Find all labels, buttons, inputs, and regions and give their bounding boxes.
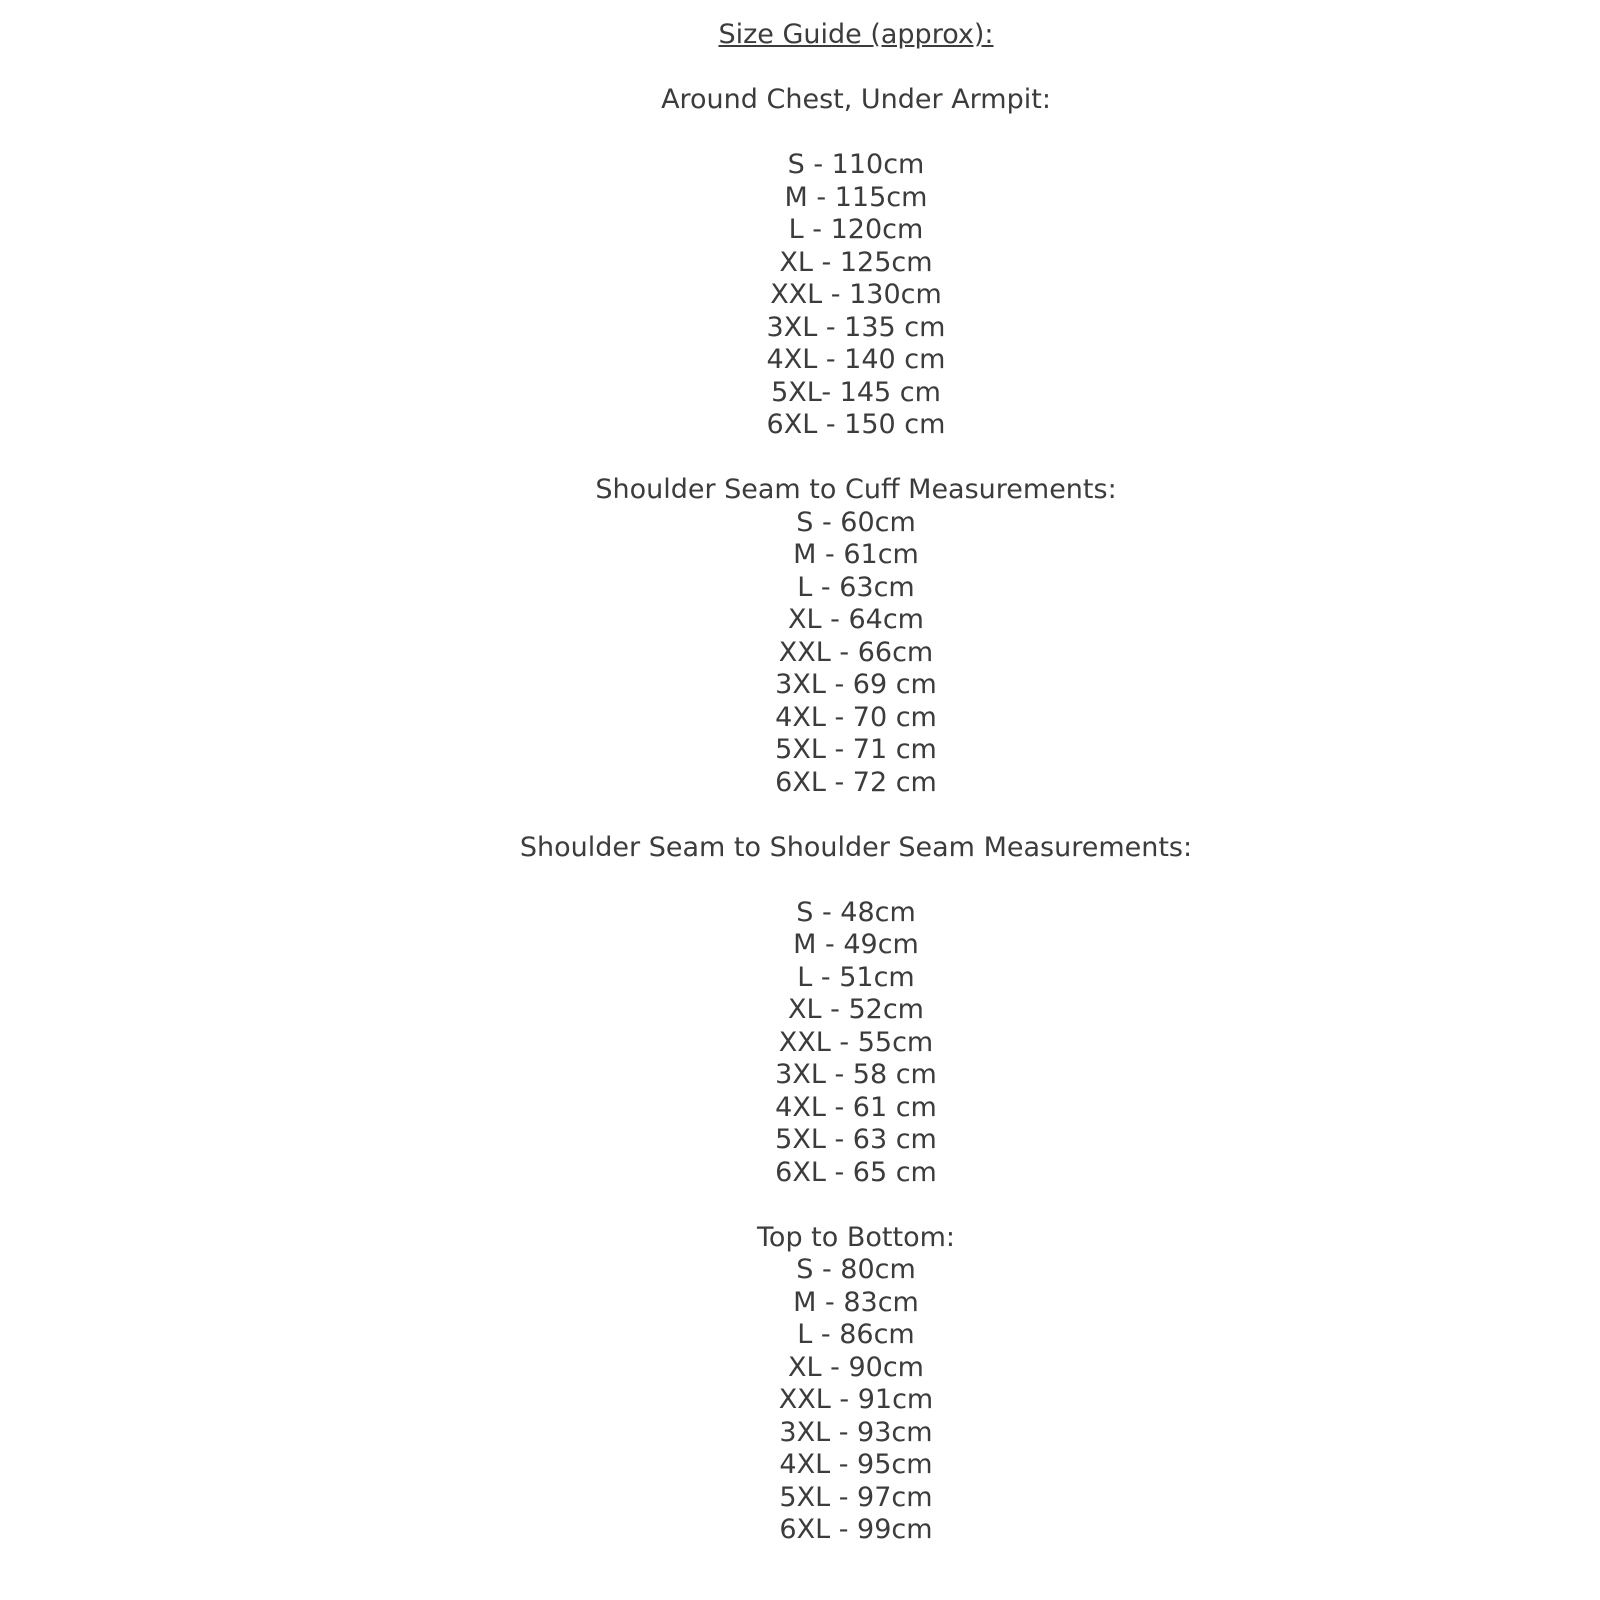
section-around-chest <box>112 84 1600 442</box>
section-heading: Around Chest, Under Armpit: <box>661 84 1051 115</box>
section-top-to-bottom <box>112 1222 1600 1547</box>
section-shoulder-to-shoulder <box>112 832 1600 1190</box>
size-row: S - 80cm <box>796 1254 916 1285</box>
size-row: XL - 64cm <box>788 604 924 635</box>
page-title: Size Guide (approx): <box>718 19 994 50</box>
size-row: XL - 125cm <box>779 246 933 278</box>
size-row: XXL - 55cm <box>778 1026 934 1058</box>
size-row: 6XL - 65 cm <box>775 1156 937 1188</box>
size-row: XL - 90cm <box>788 1351 924 1383</box>
size-row: XXL - 130cm <box>770 279 942 310</box>
size-row: 3XL - 135 cm <box>766 311 946 343</box>
size-row: L - 51cm <box>797 961 915 993</box>
size-row: S - 110cm <box>787 149 925 180</box>
size-row: 5XL - 97cm <box>779 1481 933 1513</box>
size-row: 4XL - 140 cm <box>766 344 946 375</box>
blank-line <box>112 442 1600 475</box>
size-row: 4XL - 70 cm <box>775 701 937 733</box>
size-row: 3XL - 69 cm <box>775 669 937 700</box>
size-row: S - 48cm <box>796 896 916 928</box>
section-heading: Shoulder Seam to Cuff Measurements: <box>595 474 1117 505</box>
size-row: 6XL - 99cm <box>779 1514 933 1545</box>
size-row: XXL - 91cm <box>778 1384 934 1415</box>
size-row: M - 49cm <box>793 929 919 960</box>
section-heading: Shoulder Seam to Shoulder Seam Measurements: <box>519 831 1193 863</box>
blank-line <box>112 52 1600 85</box>
size-row: XL - 52cm <box>788 994 924 1025</box>
size-row: L - 63cm <box>797 571 915 603</box>
blank-line <box>112 864 1600 897</box>
size-row: 3XL - 58 cm <box>775 1059 937 1090</box>
section-shoulder-to-cuff <box>112 474 1600 799</box>
size-row: 5XL - 71 cm <box>775 734 937 765</box>
size-row: M - 115cm <box>784 181 928 213</box>
blank-line <box>112 117 1600 150</box>
size-row: 6XL - 72 cm <box>775 766 937 798</box>
size-row: S - 60cm <box>796 506 916 538</box>
size-row: 4XL - 61 cm <box>775 1091 937 1123</box>
size-row: 4XL - 95cm <box>779 1449 933 1480</box>
section-heading: Top to Bottom: <box>757 1221 955 1253</box>
size-row: L - 120cm <box>788 214 924 245</box>
blank-line <box>112 799 1600 832</box>
size-row: 5XL- 145 cm <box>771 376 941 408</box>
size-row: 3XL - 93cm <box>779 1416 933 1448</box>
size-row: 5XL - 63 cm <box>775 1124 937 1155</box>
size-row: M - 83cm <box>793 1286 919 1318</box>
size-row: L - 86cm <box>797 1319 915 1350</box>
size-row: 6XL - 150 cm <box>766 409 946 440</box>
size-row: M - 61cm <box>793 539 919 570</box>
size-row: XXL - 66cm <box>778 636 934 668</box>
blank-line <box>112 1189 1600 1222</box>
